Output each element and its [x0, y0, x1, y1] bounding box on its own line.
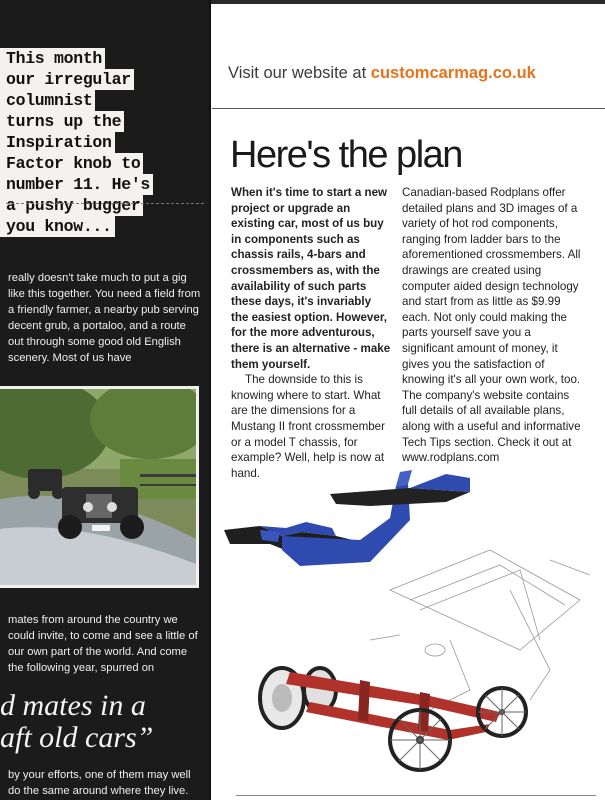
pull-quote-line: a pushy bugger [0, 195, 200, 216]
technical-drawing [370, 550, 590, 710]
left-paragraph-3: by your efforts, one of them may well do the same around where they live. [8, 769, 191, 797]
pull-quote [0, 48, 200, 237]
left-paragraph-2: mates from around the country we could invite, to come and see a little of our own part of the world. And come the following year, spurred on [8, 614, 198, 674]
photo-illustration [0, 389, 196, 585]
large-quote-line-1: d mates in a [0, 689, 146, 722]
left-paragraph-1: really doesn't take much to put a gig like this together. You need a field from a friendly farmer, a nearby pub serving decent grub, a portaloo, and a route out through some good old English scenery. Most of us have [8, 272, 201, 364]
pull-quote-line: our irregular [0, 69, 200, 90]
large-quote-line-2: aft old cars” [0, 721, 154, 754]
crossmember-render [224, 470, 470, 566]
component-renders [220, 440, 600, 800]
article-column-1 [231, 185, 391, 481]
column-divider [209, 0, 211, 800]
website-link[interactable]: customcarmag.co.uk [370, 64, 536, 82]
banner-rule [212, 108, 605, 109]
pull-quote-line: Factor knob to [0, 153, 200, 174]
article-paragraph-3: Canadian-based Rodplans offer detailed plans and 3D images of a variety of hot rod components, ranging from ladder bars to the aforementioned crossmembers. All drawings are created using computer aided design technology and start from as little as $9.99 each. Not only could making the parts yourself save you a significant amount of money, it gives you the satisfaction of knowing it's all your own work, too. The company's website contains full details of all available plans, along with a useful and informative Tech Tips section. Check it out at www.rodplans.com [402, 186, 581, 465]
chassis-render [260, 668, 526, 770]
large-quote [0, 690, 210, 754]
article-paragraph-2: The downside to this is knowing where to start. What are the dimensions for a Mustang II front crossmember or a model T chassis, for example? Well, help is now at hand. [231, 373, 385, 480]
article-column-2 [402, 185, 582, 466]
pull-quote-line: turns up the [0, 111, 200, 132]
vintage-car-photo [0, 386, 199, 588]
pull-quote-line: you know... [0, 216, 200, 237]
left-column [0, 0, 210, 800]
article-intro [231, 185, 391, 372]
pull-quote-line: Inspiration [0, 132, 200, 153]
visit-label: Visit our website at [228, 64, 371, 82]
pull-quote-line: This month [0, 48, 200, 69]
pull-quote-line: columnist [0, 90, 200, 111]
bottom-rule [236, 795, 596, 796]
intro-text: to start a new project or upgrade an existing car, most of us buy in components such as chassis rails, 4-bars and crossmembers as, with the availability of such parts these days, it's invariably the easiest option. However, for the more adventurous, there is an alternative - make them yourself. [231, 186, 391, 371]
website-banner [228, 64, 536, 83]
pull-quote-line: number 11. He's [0, 174, 200, 195]
article-headline: Here's the plan [230, 134, 462, 176]
dashed-rule [6, 203, 204, 204]
lead-in: When it's time [231, 186, 310, 199]
crossmember-and-chassis-render [220, 440, 600, 800]
